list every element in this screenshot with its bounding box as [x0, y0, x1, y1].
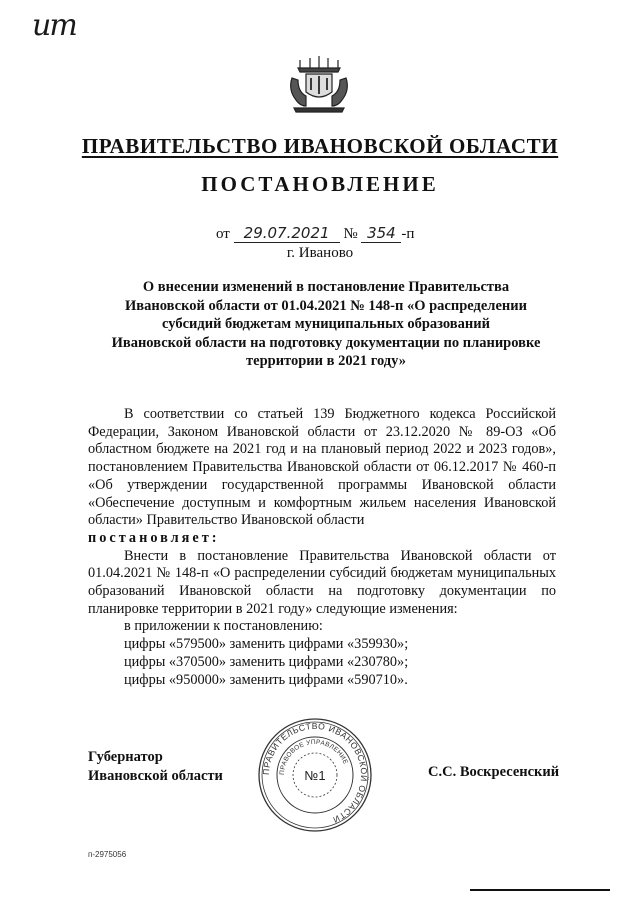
subject-line: субсидий бюджетам муниципальных образований	[162, 316, 490, 333]
handwritten-corner-mark: ит	[32, 8, 76, 43]
document-body	[88, 406, 556, 689]
subject-line: Ивановской области от 01.04.2021 № 148-п «О распределении	[125, 297, 527, 314]
document-type-title: ПОСТАНОВЛЕНИЕ	[201, 172, 439, 196]
government-title: ПРАВИТЕЛЬСТВО ИВАНОВСКОЙ ОБЛАСТИ	[81, 134, 559, 158]
subject-line: Ивановской области на подготовку документации по планировке	[111, 334, 541, 351]
coat-of-arms-emblem	[286, 56, 352, 114]
city-line: г. Иваново	[286, 245, 354, 261]
date-prefix: от	[216, 226, 230, 242]
position-line: Ивановской области	[88, 767, 223, 784]
stamp-inner-text: ПРАВОВОЕ УПРАВЛЕНИЕ	[278, 738, 349, 776]
preamble-paragraph: В соответствии со статьей 139 Бюджетного кодекса Российской Федерации, Законом Ивановской области от 23.12.2020 № 89-ОЗ «Об областном бюджете на 2021 год и на плановый период 2022 и 2023 годов», постановлением Правительства Ивановской области от 06.12.2017 № 460-п «Об утверждении государственной программы Ивановской области «Обеспечение доступным и комфортным жильем населения Ивановской области» Правительство Ивановской области	[88, 406, 556, 529]
date-number-line	[216, 224, 414, 243]
subject-line: территории в 2021 году»	[246, 353, 406, 370]
stamp-number: №1	[304, 768, 326, 783]
official-stamp	[256, 716, 374, 834]
change-item: цифры «370500» заменить цифрами «230780»;	[124, 653, 409, 670]
number-prefix: №	[343, 226, 358, 242]
stamp-outer-text: ПРАВИТЕЛЬСТВО ИВАНОВСКОЙ ОБЛАСТИ	[260, 720, 370, 826]
number-suffix: -п	[401, 226, 415, 242]
change-item: цифры «950000» заменить цифрами «590710».	[124, 671, 408, 688]
change-item: цифры «579500» заменить цифрами «359930»;	[124, 636, 409, 653]
signer-name: С.С. Воскресенский	[428, 764, 560, 780]
position-line: Губернатор	[88, 749, 163, 765]
amendment-paragraph: Внести в постановление Правительства Ивановской области от 01.04.2021 № 148-п «О распределении субсидий бюджетам муниципальных образований Ивановской области на подготовку документации по планировке территории в 2021 году» следующие изменения:	[88, 547, 556, 617]
subject-heading	[96, 278, 556, 371]
signatory-position	[88, 748, 223, 785]
list-intro: в приложении к постановлению:	[124, 618, 323, 635]
bottom-rule	[470, 889, 610, 891]
handwritten-date: 29.07.2021	[234, 224, 340, 243]
handwritten-number: 354	[361, 224, 401, 243]
subject-line: О внесении изменений в постановление Правительства	[142, 279, 510, 295]
resolves-keyword: постановляет:	[88, 529, 220, 546]
document-code: п-2975056	[88, 850, 127, 859]
